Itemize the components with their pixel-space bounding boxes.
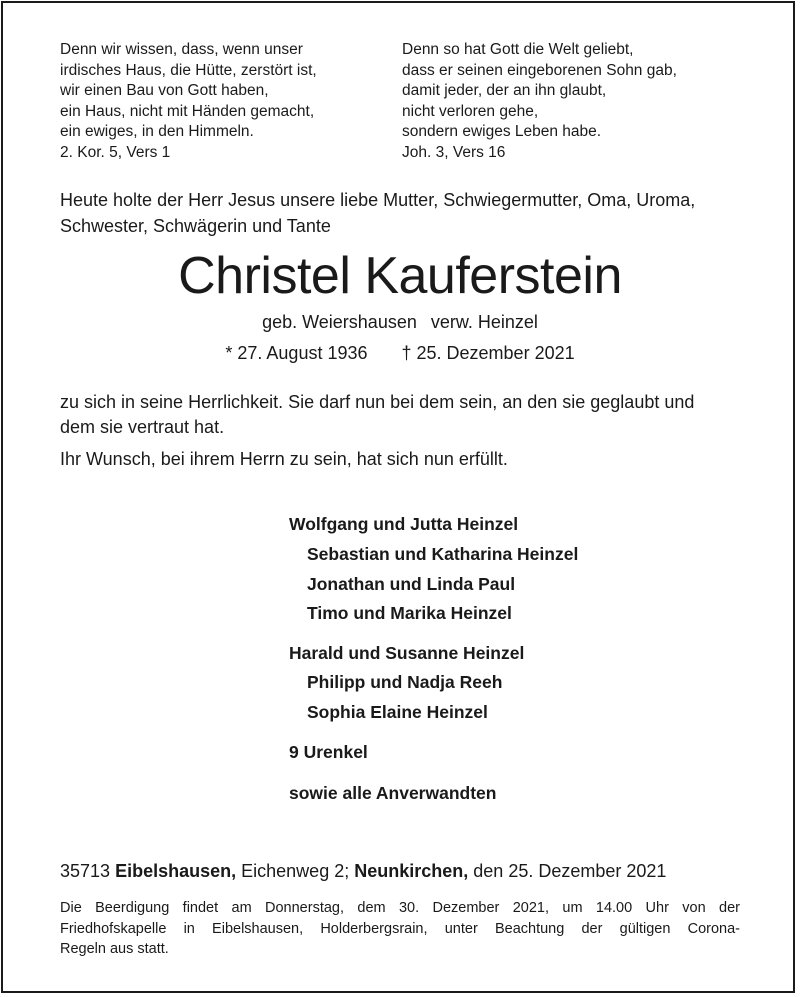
mourner-family: Harald und Susanne Heinzel [289,643,525,663]
great-grandchildren: 9 Urenkel [289,742,368,762]
funeral-line: Regeln aus statt. [60,941,169,957]
postal-code: 35713 [60,861,111,881]
funeral-notice [60,898,740,960]
verse-right-line: sondern ewiges Leben habe. [402,123,602,140]
relatives: sowie alle Anverwandten [289,783,497,803]
verse-left-line: irdisches Haus, die Hütte, zerstört ist, [60,61,317,79]
verse-left [60,40,317,163]
address-line [60,859,666,883]
town: Eibelshausen, [115,861,237,881]
birth-date: * 27. August 1936 [225,343,368,363]
funeral-line: Die Beerdigung findet am Donnerstag, dem 30. Dezember 2021, um 14.00 Uhr von der [60,900,740,916]
mourner-family: Wolfgang und Jutta Heinzel [289,514,519,534]
funeral-line: Friedhofskapelle in Eibelshausen, Holderbergsrain, unter Beachtung der gültigen Corona- [60,920,740,937]
body-line: zu sich in seine Herrlichkeit. Sie darf nun bei dem sein, an den sie geglaubt und [60,392,695,412]
verse-right-line: dass er seinen eingeborenen Sohn gab, [402,61,677,79]
verse-right-line: nicht verloren gehe, [402,102,539,120]
place: Neunkirchen, [354,861,469,881]
verse-left-line: wir einen Bau von Gott haben, [60,82,269,99]
maiden-name: geb. Weiershausen [262,312,417,332]
widowed-name: verw. Heinzel [430,312,538,332]
body-line: Ihr Wunsch, bei ihrem Herrn zu sein, hat sich nun erfüllt. [60,449,508,469]
mourner-child: Timo und Marika Heinzel [307,603,512,623]
body-line: dem sie vertraut hat. [60,417,225,437]
street: Eichenweg 2; [241,861,350,881]
verse-right-line: damit jeder, der an ihn glaubt, [402,82,607,99]
verse-right-line: Denn so hat Gott die Welt geliebt, [402,41,634,58]
deceased-name: Christel Kauferstein [178,247,622,305]
verse-left-reference: 2. Kor. 5, Vers 1 [60,143,171,161]
mourner-child: Philipp und Nadja Reeh [307,672,503,692]
date: den 25. Dezember 2021 [473,861,667,881]
mourner-child: Jonathan und Linda Paul [307,574,516,594]
mourner-child: Sebastian und Katharina Heinzel [307,544,579,564]
mourners-list [289,0,769,997]
death-date: † 25. Dezember 2021 [401,343,575,363]
intro-line: Heute holte der Herr Jesus unsere liebe Mutter, Schwiegermutter, Oma, Uroma, [60,190,696,210]
verse-left-line: ein Haus, nicht mit Händen gemacht, [60,102,315,120]
intro-line: Schwester, Schwägerin und Tante [60,215,331,236]
verse-right-reference: Joh. 3, Vers 16 [402,143,506,161]
mourner-child: Sophia Elaine Heinzel [307,702,488,722]
verse-left-line: ein ewiges, in den Himmeln. [60,123,254,140]
verse-left-line: Denn wir wissen, dass, wenn unser [60,41,303,58]
